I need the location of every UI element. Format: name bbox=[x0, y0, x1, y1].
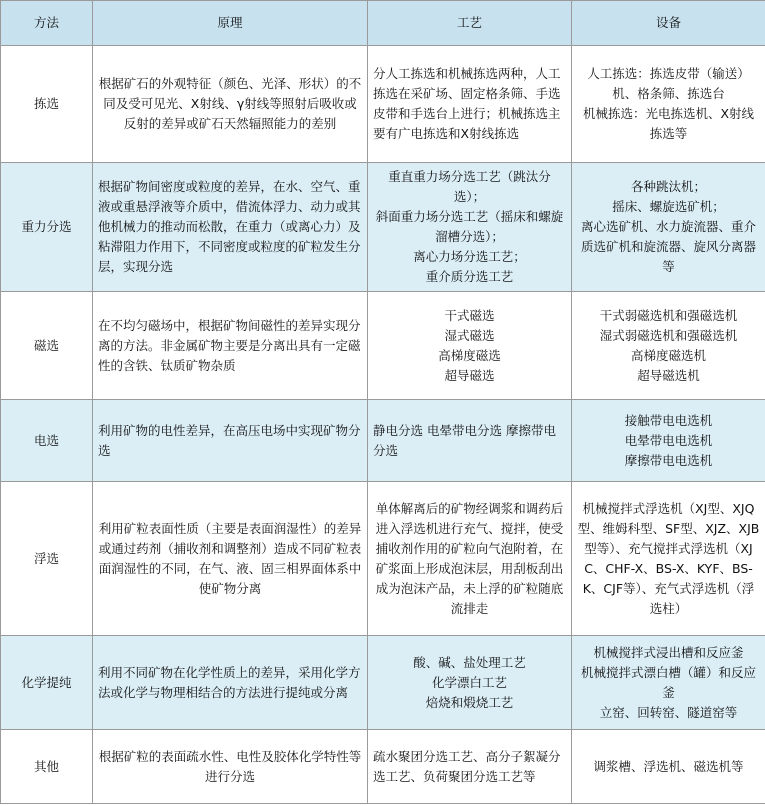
process-text: 疏水聚团分选工艺、高分子絮凝分选工艺、负荷聚团分选工艺等 bbox=[373, 748, 561, 784]
equipment-text: 机械拣选：光电拣选机、X射线拣选等 bbox=[582, 106, 755, 141]
equipment-text: 摇床、螺旋选矿机； bbox=[612, 199, 725, 214]
table-row bbox=[1, 46, 765, 163]
process-cell bbox=[368, 636, 572, 730]
process-cell bbox=[368, 46, 572, 163]
table-row bbox=[1, 730, 765, 804]
principle-cell bbox=[93, 482, 368, 636]
method-cell: 电选 bbox=[1, 400, 93, 482]
equipment-cell bbox=[572, 292, 765, 400]
header-process: 工艺 bbox=[368, 1, 572, 46]
process-text: 离心力场分选工艺； bbox=[413, 249, 526, 264]
method-cell: 浮选 bbox=[1, 482, 93, 636]
method-cell: 磁选 bbox=[1, 292, 93, 400]
equipment-cell bbox=[572, 482, 765, 636]
equipment-text: 干式弱磁选机和强磁选机 bbox=[599, 307, 738, 323]
table-row bbox=[1, 163, 765, 292]
equipment-cell bbox=[572, 730, 765, 804]
process-text: 湿式磁选 bbox=[444, 327, 495, 343]
principle-text: 利用不同矿物在化学性质上的差异，采用化学方法或化学与物理相结合的方法进行提纯或分离 bbox=[98, 664, 361, 700]
method-cell: 其他 bbox=[1, 730, 93, 804]
header-equipment: 设备 bbox=[572, 1, 765, 46]
process-text: 重介质分选工艺 bbox=[425, 269, 514, 284]
process-text: 化学漂白工艺 bbox=[431, 674, 507, 690]
process-text: 酸、碱、盐处理工艺 bbox=[413, 654, 526, 670]
process-text: 单体解离后的矿物经调浆和调药后进入浮选机进行充气、搅拌，使受捕收剂作用的矿粒向气泡附着，在矿浆面上形成泡沫层，用刮板刮出成为泡沫产品，未上浮的矿粒随底流排走 bbox=[375, 500, 564, 616]
principle-text: 根据矿粒的表面疏水性、电性及胶体化学特性等进行分选 bbox=[98, 748, 362, 784]
principle-text: 根据矿物间密度或粒度的差异，在水、空气、重液或重悬浮液等介质中，借流体浮力、动力或其他机械力的推动而松散，在重力（或离心力）及粘滞阻力作用下，不同密度或粒度的矿粒发生分层，实现分选 bbox=[98, 179, 361, 274]
equipment-text: 高梯度磁选机 bbox=[630, 347, 706, 363]
table-header-row bbox=[1, 1, 765, 46]
equipment-text: 摩擦带电电选机 bbox=[624, 452, 713, 468]
principle-cell bbox=[93, 730, 368, 804]
principle-cell bbox=[93, 163, 368, 292]
equipment-text: 接触带电电选机 bbox=[624, 412, 713, 428]
principle-cell bbox=[93, 46, 368, 163]
process-cell bbox=[368, 482, 572, 636]
process-text: 重直重力场分选工艺（跳汰分选）； bbox=[388, 169, 551, 204]
method-cell: 重力分选 bbox=[1, 163, 93, 292]
principle-text: 利用矿物的电性差异，在高压电场中实现矿物分选 bbox=[98, 422, 361, 458]
principle-cell bbox=[93, 400, 368, 482]
process-text: 斜面重力场分选工艺（摇床和螺旋溜槽分选）； bbox=[375, 209, 564, 244]
equipment-text: 离心选矿机、水力旋流器、重介质选矿机和旋流器、旋风分离器等 bbox=[580, 219, 756, 274]
table-row bbox=[1, 292, 765, 400]
equipment-text: 各种跳汰机； bbox=[630, 179, 706, 194]
equipment-text: 人工拣选：拣选皮带（输送）机、格条筛、拣选台 bbox=[587, 66, 750, 101]
equipment-text: 机械搅拌式浮选机（XJ型、XJQ型、维姆科型、SF型、XJZ、XJB型等）、充气搅拌式浮选机（XJC、CHF-X、BS-X、KYF、BS-K、CJF等）、充气式浮选机（浮选柱） bbox=[577, 500, 760, 616]
process-text: 分人工拣选和机械拣选两种，人工拣选在采矿场、固定格条筛、手选皮带和手选台上进行；机械拣选主要有广电拣选和X射线拣选 bbox=[373, 66, 561, 141]
process-text: 超导磁选 bbox=[444, 367, 495, 383]
process-cell bbox=[368, 730, 572, 804]
method-cell: 拣选 bbox=[1, 46, 93, 163]
process-text: 干式磁选 bbox=[444, 307, 495, 323]
principle-cell bbox=[93, 636, 368, 730]
principle-text: 根据矿石的外观特征（颜色、光泽、形状）的不同及受可见光、X射线、γ射线等照射后吸收或反射的差异或矿石天然辐照能力的差别 bbox=[98, 76, 362, 131]
equipment-cell bbox=[572, 400, 765, 482]
process-cell bbox=[368, 163, 572, 292]
equipment-text: 调浆槽、浮选机、磁选机等 bbox=[593, 758, 744, 774]
equipment-text: 立窑、回转窑、隧道窑等 bbox=[599, 704, 738, 720]
process-cell bbox=[368, 292, 572, 400]
table-row bbox=[1, 482, 765, 636]
equipment-text: 电晕带电电选机 bbox=[624, 432, 713, 448]
equipment-text: 湿式弱磁选机和强磁选机 bbox=[599, 327, 738, 343]
equipment-text: 机械搅拌式浸出槽和反应釜 bbox=[593, 644, 744, 660]
equipment-cell bbox=[572, 636, 765, 730]
principle-text: 利用矿粒表面性质（主要是表面润湿性）的差异或通过药剂（捕收剂和调整剂）造成不同矿粒表面润湿性的不同，在气、液、固三相界面体系中使矿物分离 bbox=[98, 520, 362, 596]
equipment-text: 机械搅拌式漂白槽（罐）和反应釜 bbox=[580, 664, 756, 700]
process-text: 静电分选 电晕带电分选 摩擦带电分选 bbox=[373, 422, 556, 458]
equipment-text: 超导磁选机 bbox=[637, 367, 700, 383]
table-row bbox=[1, 400, 765, 482]
principle-cell bbox=[93, 292, 368, 400]
process-text: 高梯度磁选 bbox=[438, 347, 501, 363]
method-cell: 化学提纯 bbox=[1, 636, 93, 730]
process-text: 焙烧和煅烧工艺 bbox=[425, 694, 514, 710]
equipment-cell bbox=[572, 46, 765, 163]
equipment-cell bbox=[572, 163, 765, 292]
header-principle: 原理 bbox=[93, 1, 368, 46]
principle-text: 在不均匀磁场中，根据矿物间磁性的差异实现分离的方法。非金属矿物主要是分离出具有一定磁性的含铁、钛质矿物杂质 bbox=[98, 317, 361, 373]
header-method: 方法 bbox=[1, 1, 93, 46]
process-cell bbox=[368, 400, 572, 482]
table-row bbox=[1, 636, 765, 730]
